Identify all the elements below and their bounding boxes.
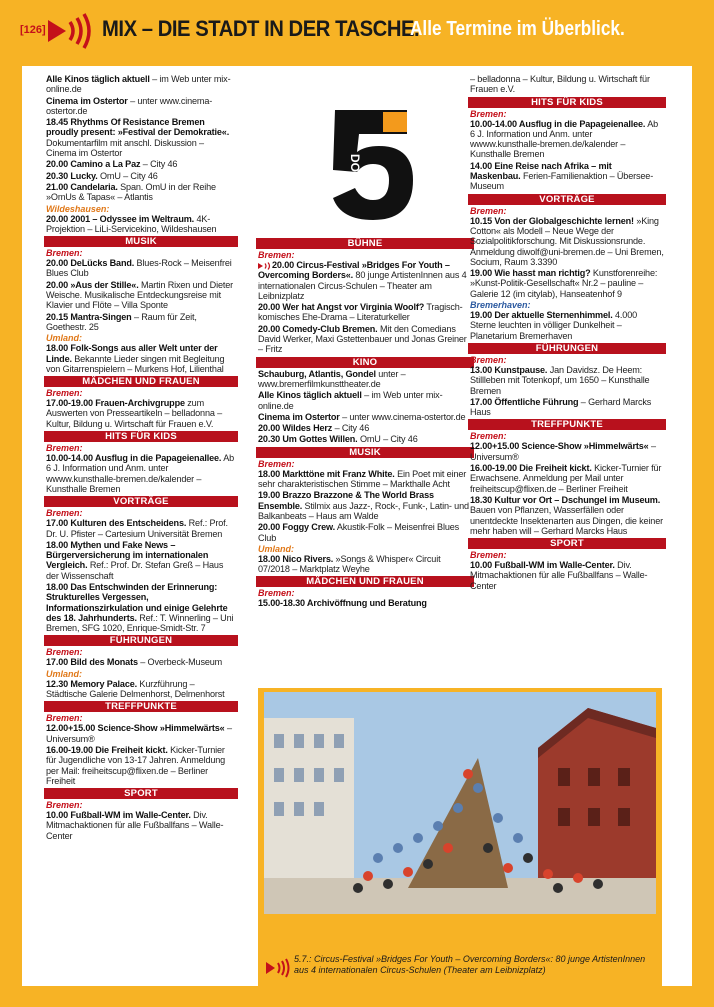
category-header: KINO: [256, 357, 474, 368]
page-subtitle: Alle Termine im Überblick.: [410, 18, 625, 40]
event-entry: [46, 74, 236, 95]
category-header: HITS FÜR KIDS: [468, 97, 666, 108]
sound-icon: [258, 262, 272, 270]
location-label: Bremen:: [470, 108, 507, 119]
event-details: OmU – City 46: [97, 170, 158, 181]
event-title: 18.00 Markttöne mit Franz White.: [258, 468, 395, 479]
event-entry: [258, 554, 472, 575]
category-header: VORTRÄGE: [468, 194, 666, 205]
photo-caption: [258, 950, 662, 986]
category-header: MUSIK: [44, 236, 238, 247]
event-title: Cinema im Ostertor: [46, 95, 128, 106]
category-header: VORTRÄGE: [44, 496, 238, 507]
event-details: Div. Mitmachaktionen für alle Fußballfans – Walle-Center: [46, 810, 224, 841]
event-details: Ferien-Familienaktion – Übersee-Museum: [470, 171, 654, 192]
event-title: 12.30 Memory Palace.: [46, 678, 138, 689]
circus-festival-photo: [258, 688, 662, 960]
event-details: – unter www.cinema-ostertor.de: [46, 95, 213, 116]
event-title: 19.00 Der aktuelle Sternenhimmel.: [470, 310, 613, 321]
event-title: Alle Kinos täglich aktuell: [258, 390, 362, 401]
category-header: BÜHNE: [256, 238, 474, 249]
location-label: Bremen:: [46, 647, 83, 658]
location-label: Umland:: [258, 543, 294, 554]
event-details: Kicker-Turnier für Jugendliche von 13-17 Jahren. Anmeldung per Mail: freiheitscup@flixen.de – Berliner Freiheit: [46, 744, 226, 786]
category-header: SPORT: [468, 538, 666, 549]
location-label: Umland:: [46, 668, 82, 679]
location-label: Bremen:: [46, 508, 83, 519]
location-label: Bremen:: [470, 431, 507, 442]
event-details: – im Web unter mix-online.de: [46, 74, 231, 95]
event-title: 20.00 2001 – Odyssee im Weltraum.: [46, 213, 195, 224]
event-title: 17.00-19.00 Frauen-Archivgruppe: [46, 398, 185, 409]
event-title: 10.00-14.00 Ausflug in die Papageienallee.: [46, 453, 222, 464]
location-label: Bremen:: [46, 800, 83, 811]
location-label: Bremen:: [46, 248, 83, 259]
event-title: 18.30 Kultur vor Ort – Dschungel im Museum.: [470, 494, 661, 505]
event-entry: [470, 365, 664, 396]
event-details: zum Auswerten von Presseartikeln – belladonna – Kultur, Bildung u. Wirtschaft für Frauen e.V.: [46, 398, 223, 429]
event-title: 18.00 Nico Rivers.: [258, 553, 334, 564]
event-title: 20.30 Um Gottes Willen.: [258, 434, 358, 445]
day-five-graphic: [267, 74, 463, 236]
event-title: 13.00 Kunstpause.: [470, 364, 548, 375]
event-details: Ref.: Prof. Dr. U. Pfister – Cartesium Universität Bremen: [46, 518, 228, 539]
event-details: 80 junge ArtistenInnen aus 4 internationalen Circus-Schulen – Theater am Leibnizplatz: [258, 270, 467, 301]
event-title: 16.00-19.00 Die Freiheit kickt.: [46, 744, 168, 755]
day-abbrev: DO: [348, 154, 362, 172]
event-title: 10.00 Fußball-WM im Walle-Center.: [46, 810, 191, 821]
event-entry: [470, 397, 664, 418]
category-header: MUSIK: [256, 447, 474, 458]
event-title: 18.00 Folk-Songs aus aller Welt unter der Linde.: [46, 343, 218, 364]
event-entry: [46, 312, 236, 333]
location-label: Bremerhaven:: [470, 300, 531, 311]
event-details: »King Cotton« als Modell – Neue Wege der Sozialpolitikforschung. Mit Diskussionsrunde. Anmeldung diwolf@uni-bremen.de – Uni Bremen, Socium, Raum 3.3390: [470, 215, 664, 267]
event-title: 20.00 DeLücks Band.: [46, 258, 135, 269]
event-details: – Universum®: [46, 723, 232, 744]
event-details: – Universum®: [470, 441, 656, 462]
event-entry: [258, 434, 472, 444]
event-details: – unter www.cinema-ostertor.de: [339, 411, 466, 422]
event-details: – City 46: [140, 159, 178, 170]
event-title: 18.45 Rhythms Of Resistance Bremen proudly present: »Festival der Demokratie«.: [46, 117, 230, 138]
event-entry: [258, 260, 472, 301]
location-label: Wildeshausen:: [46, 203, 110, 214]
event-entry: [470, 495, 664, 536]
event-details: – City 46: [332, 423, 370, 434]
event-entry: [46, 171, 236, 181]
event-title: 20.15 Mantra-Singen: [46, 311, 132, 322]
event-entry: [470, 216, 664, 267]
event-title: Schauburg, Atlantis, Gondel: [258, 368, 376, 379]
event-details: Bekannte Lieder singen mit Begleitung von Gitarrenspielern – Murkens Hof, Lilienthal: [46, 353, 225, 374]
event-title: 17.00 Öffentliche Führung: [470, 396, 579, 407]
category-header: FÜHRUNGEN: [44, 635, 238, 646]
event-title: 20.00 »Aus der Stille«.: [46, 279, 139, 290]
category-header: SPORT: [44, 788, 238, 799]
event-entry: [46, 657, 236, 667]
event-entry: [470, 441, 664, 462]
location-label: Bremen:: [258, 458, 295, 469]
category-header: TREFFPUNKTE: [468, 419, 666, 430]
event-details: »Songs & Whisper« Circuit 07/2018 – Marktplatz Weyhe: [258, 553, 441, 575]
event-entry: [46, 343, 236, 374]
event-title: 20.00 Wer hat Angst vor Virginia Woolf?: [258, 302, 425, 313]
event-entry: [46, 582, 236, 633]
event-entry: [258, 324, 472, 355]
event-title: 10.00-14.00 Ausflug in die Papageienallee.: [470, 118, 646, 129]
location-label: Bremen:: [470, 354, 507, 365]
event-details: Ein Poet mit einer sehr charakteristischen Stimme – Markthalle Acht: [258, 468, 467, 490]
event-details: Ab 6 J. Information und Anm. unter wwww.kunsthalle-bremen.de/kalender – Kunsthalle Bremen: [46, 453, 235, 494]
event-entry: [46, 810, 236, 841]
event-title: 19.00 Brazzo Brazzone & The World Brass Ensemble.: [258, 490, 434, 511]
category-header: FÜHRUNGEN: [468, 343, 666, 354]
column-middle: [258, 74, 472, 610]
location-label: Bremen:: [258, 588, 295, 599]
category-header: HITS FÜR KIDS: [44, 431, 238, 442]
event-title: 19.00 Wie hasst man richtig?: [470, 268, 591, 279]
location-label: Bremen:: [46, 713, 83, 724]
event-title: 20.00 Foggy Crew.: [258, 522, 335, 533]
page-number: [126]: [20, 24, 46, 36]
event-title: 20.00 Circus-Festival »Bridges For Youth – Overcoming Borders«.: [258, 260, 450, 281]
event-entry: [470, 310, 664, 341]
event-details: Kurzführung – Städtische Galerie Delmenhorst, Delmenhorst: [46, 678, 225, 700]
column-right: [470, 74, 664, 592]
event-title: 12.00+15.00 Science-Show »Himmelwärts«: [470, 441, 649, 452]
event-title: 15.00-18.30 Archivöffnung und Beratung: [258, 598, 427, 609]
event-entry: [46, 182, 236, 203]
event-entry: [46, 453, 236, 494]
sound-icon: [266, 958, 290, 978]
event-details: Ref.: Prof. Dr. Stefan Greß – Haus der Wissenschaft: [46, 560, 224, 581]
event-details: – Overbeck-Museum: [137, 657, 223, 668]
event-entry: [258, 412, 472, 422]
event-details: Stilmix aus Jazz-, Rock-, Funk-, Latin- und Balkanbeats – Haus am Walde: [258, 500, 469, 521]
event-details: 4.000 Sterne leuchten in völliger Dunkelheit – Planetarium Bremerhaven: [470, 310, 638, 341]
event-details: Div. Mitmachaktionen für alle Fußballfans – Walle-Center: [470, 560, 648, 591]
event-entry: [46, 96, 236, 117]
event-details: Dokumentarfilm mit anschl. Diskussion – Cinema im Ostertor: [46, 137, 204, 159]
event-title: 18.00 Das Entschwinden der Erinnerung: Strukturelles Vergessen, Informationszirkulation und einige Gelehrte des 18. Jahrhunderts.: [46, 581, 228, 623]
category-header: MÄDCHEN UND FRAUEN: [256, 576, 474, 587]
event-title: 18.00 Mythen und Fake News – Bürgerversicherung im internationalen Vergleich.: [46, 539, 209, 571]
location-label: Bremen:: [258, 250, 295, 260]
event-entry: [470, 463, 664, 494]
event-details: Blues-Rock – Meisenfrei Blues Club: [46, 258, 232, 279]
event-entry: [258, 522, 472, 543]
event-details: 4K-Projektion – LiLi-Servicekino, Wildeshausen: [46, 213, 217, 234]
column-left: [46, 74, 236, 842]
day-marker: [267, 74, 463, 236]
event-details: Span. OmU in der Reihe »OmUs & Tapas« – Atlantis: [46, 181, 216, 203]
event-title: 20.00 Wildes Herz: [258, 423, 333, 434]
event-entry: [46, 280, 236, 311]
event-title: Cinema im Ostertor: [258, 411, 340, 422]
event-details: OmU – City 46: [357, 434, 418, 445]
event-entry: [258, 469, 472, 490]
event-entry: [470, 560, 664, 591]
event-title: 14.00 Eine Reise nach Afrika – mit Maskenbau.: [470, 160, 612, 182]
event-details: Ref.: T. Winnerling – Uni Bremen, SFG 1020, Enrique-Smidt-Str. 7: [46, 612, 234, 634]
event-details: – Raum für Zeit, Goethestr. 25: [46, 311, 197, 332]
event-entry: [258, 369, 472, 390]
event-title: 17.00 Bild des Monats: [46, 657, 138, 668]
location-label: Bremen:: [470, 205, 507, 216]
event-details: unter – www.bremerfilmkunsttheater.de: [258, 368, 406, 389]
event-title: 10.00 Fußball-WM im Walle-Center.: [470, 560, 615, 571]
event-title: Alle Kinos täglich aktuell: [46, 74, 150, 84]
event-details: Akustik-Folk – Meisenfrei Blues Club: [258, 522, 460, 543]
location-label: Bremen:: [46, 443, 83, 454]
event-title: 16.00-19.00 Die Freiheit kickt.: [470, 463, 592, 474]
event-details: – belladonna – Kultur, Bildung u. Wirtschaft für Frauen e.V.: [470, 74, 650, 95]
event-entry: [258, 302, 472, 323]
column-middle-entries: [258, 238, 472, 609]
category-header: TREFFPUNKTE: [44, 701, 238, 712]
photo-caption-text: 5.7.: Circus-Festival »Bridges For Youth – Overcoming Borders«: 80 junge ArtistenInnen aus 4 internationalen Circus-Schulen (Theater am Leibnizplatz): [294, 954, 646, 975]
event-details: Jan Davidsz. De Heem: Stillleben mit Totenkopf, um 1650 – Kunsthalle Bremen: [470, 364, 650, 396]
event-entry: [46, 159, 236, 169]
listing-page: [22, 66, 692, 986]
event-entry: [46, 117, 236, 158]
event-entry: [470, 268, 664, 299]
event-details: Tragisch-komisches Ehe-Drama – Literaturkeller: [258, 302, 463, 323]
event-title: 21.00 Candelaria.: [46, 181, 118, 192]
location-label: Bremen:: [46, 388, 83, 399]
sound-logo-icon: [46, 12, 94, 50]
event-entry: [46, 679, 236, 700]
location-label: Bremen:: [470, 550, 507, 561]
event-entry: [46, 398, 236, 429]
event-entry: [258, 390, 472, 411]
event-entry: [46, 214, 236, 235]
event-title: 10.15 Von der Globalgeschichte lernen!: [470, 215, 634, 226]
event-entry: [258, 490, 472, 521]
event-title: 20.30 Lucky.: [46, 170, 98, 181]
event-entry: [46, 745, 236, 786]
event-details: Kunstforenreihe: »Kunst-Politik-Gesellschaft« Nr.2 – pauline – Galerie 12 (im citylab), Hanseatenhof 9: [470, 268, 658, 299]
event-details: Martin Rixen und Dieter Weische. Musikalische Entdeckungsreise mit Klavier und Flöte – Villa Sponte: [46, 279, 234, 311]
category-header: MÄDCHEN UND FRAUEN: [44, 376, 238, 387]
event-title: 20.00 Camino a La Paz: [46, 159, 141, 170]
event-details: – Gerhard Marcks Haus: [470, 396, 652, 418]
event-title: 17.00 Kulturen des Entscheidens.: [46, 518, 187, 529]
event-entry: [258, 598, 472, 608]
page-header: [0, 0, 714, 62]
event-details: Bauen von Pflanzen, Wasserfällen oder unentdeckte Insektenarten aus Dingen, die keiner mehr haben will – Gerhard Marcks Haus: [470, 505, 663, 536]
event-entry: [46, 540, 236, 581]
event-entry: [470, 161, 664, 192]
event-details: – im Web unter mix-online.de: [258, 390, 443, 411]
event-details: Kicker-Turnier für Erwachsene. Anmeldung per Mail unter freiheitscup@flixen.de – Berliner Freiheit: [470, 463, 662, 494]
event-title: 20.00 Comedy-Club Bremen.: [258, 323, 378, 334]
event-title: 12.00+15.00 Science-Show »Himmelwärts«: [46, 723, 225, 734]
event-details: Mit den Comedians David Werker, Maxi Gstettenbauer und Jonas Greiner – Fritz: [258, 323, 467, 355]
location-label: Umland:: [46, 333, 82, 344]
event-entry: [46, 258, 236, 279]
event-entry: [46, 518, 236, 539]
event-details: Ab 6 J. Information und Anm. unter wwww.kunsthalle-bremen.de/kalender – Kunsthalle Bremen: [470, 118, 659, 160]
event-entry: [470, 119, 664, 160]
page-title: MIX – DIE STADT IN DER TASCHE.: [102, 16, 420, 41]
event-entry: [258, 423, 472, 433]
event-entry: [46, 723, 236, 744]
event-entry: [470, 74, 664, 95]
